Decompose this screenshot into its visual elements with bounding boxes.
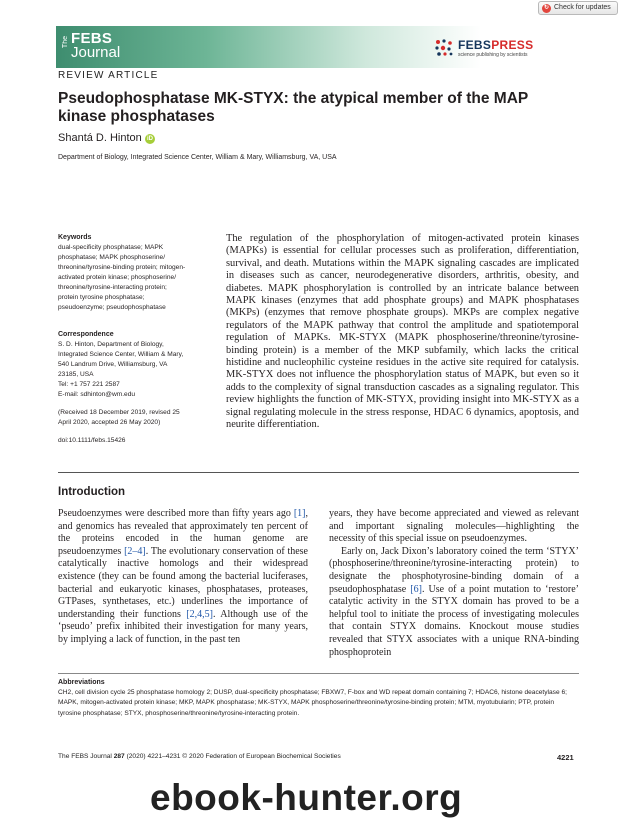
press-part2: PRESS	[491, 38, 534, 52]
correspondence-heading: Correspondence	[58, 331, 114, 338]
author-affiliation: Department of Biology, Integrated Science Center, William & Mary, Williamsburg, VA, USA	[58, 154, 337, 161]
intro-paragraph	[58, 508, 308, 647]
intro-column-left	[58, 508, 308, 647]
check-updates-label: Check for updates	[554, 4, 611, 11]
text-run: . Use of a point mutation to ‘restore’ catalytic activity in the STYX domain has proved to be a helpful tool to initiate the process of investigating molecules that contain STYX domains. Knockout mouse studies revealed that STYX associates with a unique RNA-binding phosphoprotein	[329, 583, 579, 658]
correspondence-line: Integrated Science Center, William & Mary,	[58, 351, 184, 358]
febs-press-logo	[458, 38, 533, 52]
dates-line: (Received 18 December 2019, revised 25	[58, 409, 180, 416]
press-tagline: science publishing by scientists	[458, 52, 528, 58]
intro-paragraph	[329, 546, 579, 659]
press-part1: FEBS	[458, 38, 492, 52]
journal-name-journal: Journal	[71, 44, 121, 61]
abbreviations-heading: Abbreviations	[58, 679, 105, 686]
correspondence-email[interactable]: E-mail: sdhinton@wm.edu	[58, 391, 136, 398]
text-run: . Although use of the ‘pseudo’ prefix inhibited their investigation for many years, by implying a lack of function, in the past ten	[58, 608, 308, 645]
text-run: Early on, Jack Dixon’s laboratory coined the term ‘STYX’ (phosphoserine/threonine/tyrosine-interacting protein) to designate the phosphotyrosine-binding domain of a pseudophosphatase	[329, 545, 579, 595]
page-number: 4221	[557, 753, 574, 762]
abstract-text: The regulation of the phosphorylation of mitogen-activated protein kinases (MAPKs) is essential for cellular processes such as proliferation, differentiation, survival, and death. Mutations within the MAPK signaling cascades are implicated in diseases such as cancer, neurodegenerative disorders, arthritis, obesity, and diabetes. MAPK phosphorylation is controlled by an intricate balance between MAPK kinases (enzymes that add phosphate groups) and MAPK phosphatases (MKPs) (enzymes that remove phosphate groups). MKPs are complex negative regulators of the MAPK pathway that control the amplitude and spatiotemporal regulation of MAPKs. MK-STYX (MAPK phosphoserine/threonine/tyrosine-binding protein) is a member of the MKP subfamily, which lacks the critical histidine and nucleophilic cysteine residues in the active site required for catalysis. MK-STYX does not influence the phosphorylation status of MAPK, but even so it adds to the complexity of signal transduction cascades as a signaling regulator. This review highlights the function of MK-STYX, providing insight into MK-STYX as a signal regulating molecule in the stress response, HDAC 6 dynamics, apoptosis, and neurite differentiation.	[226, 233, 579, 431]
keywords-line: protein tyrosine phosphatase;	[58, 294, 145, 301]
introduction-heading: Introduction	[58, 486, 126, 498]
footer-citation: (2020) 4221–4231 © 2020 Federation of European Biochemical Societies	[124, 753, 341, 760]
keywords-line: threonine/tyrosine-binding protein; mitogen-	[58, 264, 186, 271]
footer-journal: The FEBS Journal	[58, 753, 114, 760]
correspondence-line: Tel: +1 757 221 2587	[58, 381, 120, 388]
footer-volume: 287	[113, 753, 125, 760]
correspondence-block	[58, 340, 218, 446]
text-run: . The evolutionary conservation of these catalytically inactive homologs and their widespread existence (they can be found among the bacterial luciferases, bacterial and eukaryotic kinases, phosphatases, proteases, GTPases, synthetases, etc.) underlines the importance of understanding their functions	[58, 545, 308, 620]
page-footer	[58, 753, 341, 760]
correspondence-line: S. D. Hinton, Department of Biology,	[58, 341, 164, 348]
journal-prefix: The	[62, 36, 69, 49]
dates-line: April 2020, accepted 26 May 2020)	[58, 419, 161, 426]
author-name: Shantá D. Hinton	[58, 132, 142, 144]
abbreviations-text: CH2, cell division cycle 25 phosphatase homology 2; DUSP, dual-specificity phosphatase; FBXW7, F-box and WD repeat domain containing 7; HDAC6, histone deacetylase 6; MAPK, mitogen-activated protein kinase; MKP, MAPK phosphatase; MK-STYX, MAPK phosphoserine/threonine/tyrosine-binding protein; MTM, myotubularin; PTP, protein tyrosine phosphatase; STYX, phosphoserine/threonine/tyrosine-interacting protein.	[58, 689, 567, 717]
keywords-line: dual-specificity phosphatase; MAPK	[58, 244, 164, 251]
article-type: REVIEW ARTICLE	[58, 70, 159, 81]
check-updates-icon: ↻	[543, 4, 550, 11]
intro-column-right	[329, 508, 579, 659]
citation-link[interactable]: [2,4,5]	[186, 608, 213, 620]
citation-link[interactable]: [2–4]	[124, 545, 146, 557]
correspondence-line: 23185, USA	[58, 371, 94, 378]
citation-link[interactable]: [6]	[410, 583, 422, 595]
text-run: , and genomics has revealed that approximately ten percent of the proteins encoded in the human genome are pseudoenzymes	[58, 508, 308, 557]
keywords-line: activated protein kinase; phosphoserine/	[58, 274, 177, 281]
keywords-line: pseudoenzyme; pseudophosphatase	[58, 304, 166, 311]
correspondence-line: 540 Landrum Drive, Williamsburg, VA	[58, 361, 168, 368]
intro-paragraph: years, they have become appreciated and viewed as relevant and important signaling molecules—highlighting the necessity of this special issue on pseudoenzymes.	[329, 508, 579, 545]
citation-link[interactable]: [1]	[293, 508, 306, 519]
doi-link[interactable]: doi:10.1111/febs.15426	[58, 437, 126, 444]
section-divider	[58, 472, 579, 473]
article-title: Pseudophosphatase MK-STYX: the atypical member of the MAP kinase phosphatases	[58, 90, 528, 125]
keywords-line: phosphatase; MAPK phosphoserine/	[58, 254, 166, 261]
watermark-text: ebook-hunter.org	[150, 777, 463, 818]
abbreviations-divider	[58, 673, 579, 674]
text-run: Pseudoenzymes were described more than fifty years ago	[58, 508, 294, 519]
check-for-updates-button[interactable]	[538, 1, 618, 15]
keywords-list	[58, 243, 218, 313]
febs-press-dots-icon	[434, 38, 454, 58]
orcid-icon[interactable]: iD	[147, 136, 153, 142]
keywords-line: threonine/tyrosine-interacting protein;	[58, 284, 167, 291]
keywords-heading: Keywords	[58, 234, 92, 241]
journal-name-febs: FEBS	[71, 30, 113, 47]
